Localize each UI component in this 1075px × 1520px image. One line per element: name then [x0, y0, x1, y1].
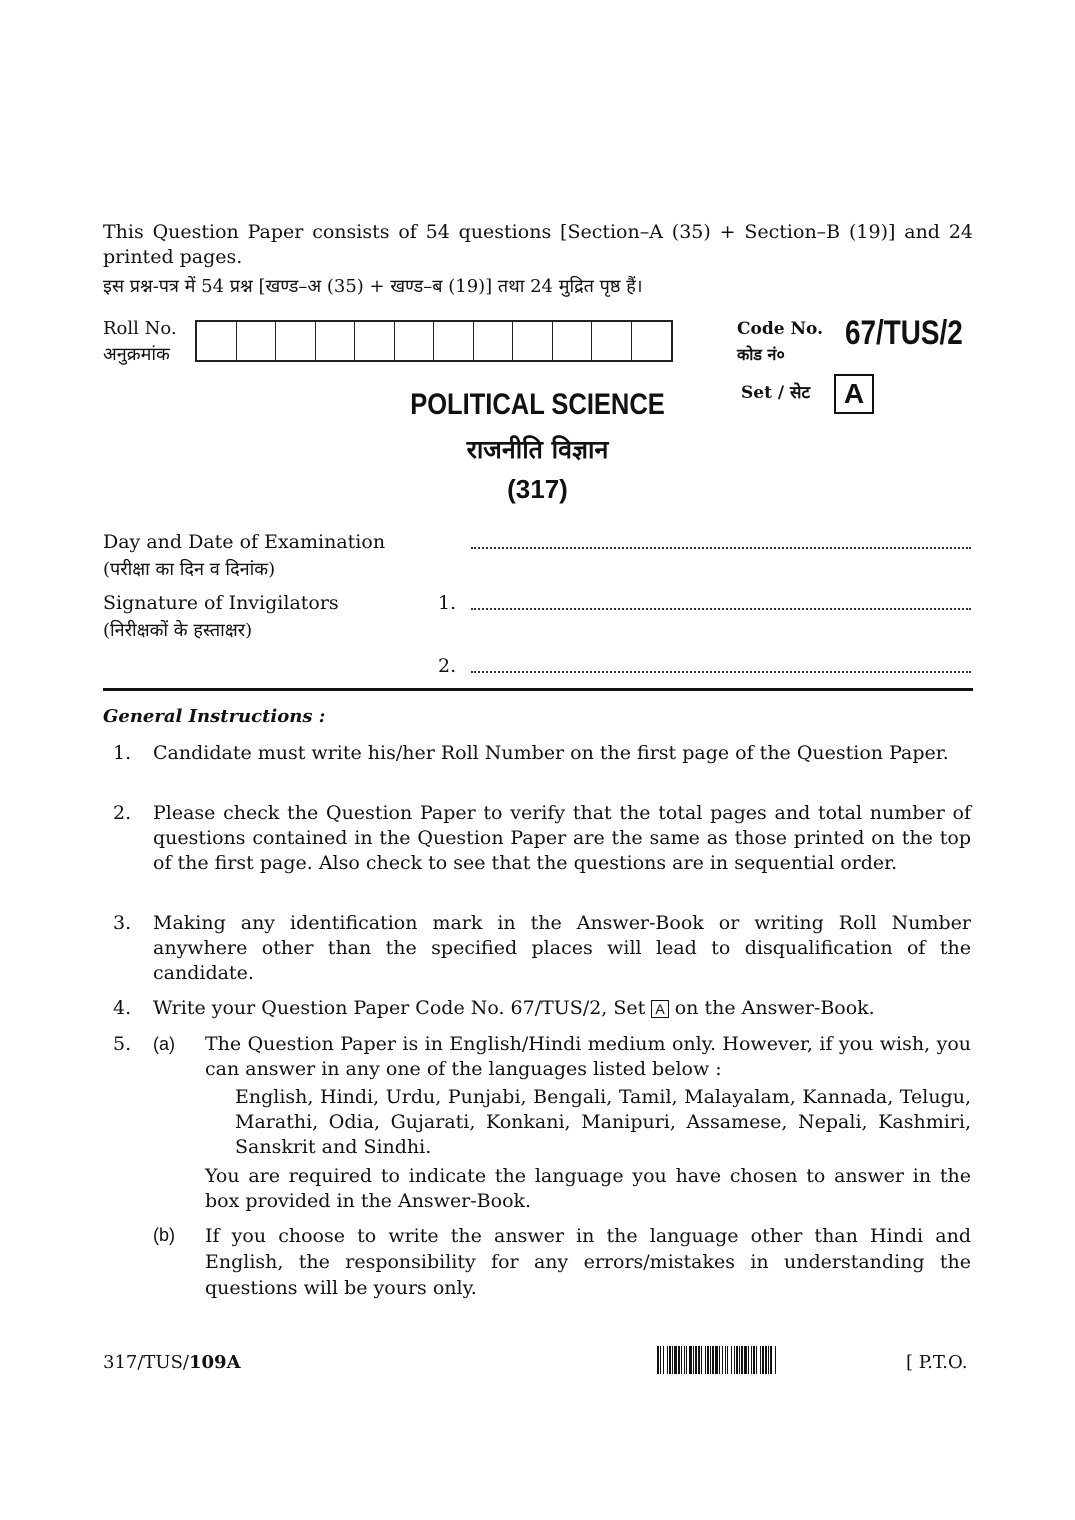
code-number-label: [737, 316, 823, 368]
instruction-number: 3.: [113, 912, 132, 934]
instruction-4-post: on the Answer-Book.: [674, 997, 875, 1019]
instruction-item-5: [103, 1032, 973, 1302]
instruction-text: Candidate must write his/her Roll Number on the first page of the Question Paper.: [153, 742, 949, 764]
instructions-title: General Instructions :: [103, 706, 326, 727]
roll-digit-box[interactable]: [197, 322, 237, 360]
barcode-icon: [657, 1346, 881, 1374]
intro-text-en: This Question Paper consists of 54 questions [Section–A (35) + Section–B (19)] and 24 printed pages.: [103, 221, 973, 268]
instruction-number: 1.: [113, 742, 132, 764]
roll-number-label: [103, 316, 177, 368]
roll-digit-box[interactable]: [632, 322, 672, 360]
set-value-box: A: [834, 374, 874, 414]
code-label-en: Code No.: [737, 319, 823, 339]
instruction-number: 2.: [113, 802, 132, 824]
code-label-hi: कोड नं०: [737, 345, 785, 364]
signature-number-2: 2.: [438, 655, 457, 677]
paper-footer-code: [103, 1352, 241, 1373]
signature-line-1[interactable]: [471, 608, 971, 610]
invigilator-label-hi: (निरीक्षकों के हस्ताक्षर): [103, 620, 253, 641]
roll-label-en: Roll No.: [103, 318, 177, 339]
roll-digit-box[interactable]: [395, 322, 435, 360]
intro-text-hi: इस प्रश्न-पत्र में 54 प्रश्न [खण्ड–अ (35) + खण्ड–ब (19)] तथा 24 मुद्रित पृष्ठ हैं।: [103, 276, 643, 297]
instruction-item-1: [103, 741, 973, 793]
roll-digit-box[interactable]: [316, 322, 356, 360]
exam-date-line[interactable]: [471, 547, 971, 549]
section-divider: [103, 688, 973, 691]
footer-code-prefix: 317/TUS/: [103, 1352, 189, 1373]
instruction-item-4: [103, 996, 973, 1024]
language-list: English, Hindi, Urdu, Punjabi, Bengali, Tamil, Malayalam, Kannada, Telugu, Marathi, Odia, Gujarati, Konkani, Manipuri, Assamese, Nepali, Kashmiri, Sanskrit and Sindhi.: [235, 1086, 971, 1158]
roll-digit-box[interactable]: [237, 322, 277, 360]
sub-item-label-b: (b): [153, 1225, 175, 1245]
instruction-5a-note: You are required to indicate the language you have chosen to answer in the box provided in the Answer-Book.: [205, 1165, 971, 1212]
roll-digit-box[interactable]: [276, 322, 316, 360]
exam-date-label: [103, 528, 385, 584]
instruction-5a-text: The Question Paper is in English/Hindi medium only. However, if you wish, you can answer in any one of the languages listed below :: [205, 1033, 971, 1080]
exam-date-label-en: Day and Date of Examination: [103, 531, 386, 553]
exam-date-label-hi: (परीक्षा का दिन व दिनांक): [103, 559, 276, 580]
instruction-4-pre: Write your Question Paper Code No. 67/TUS/2, Set: [153, 997, 646, 1019]
roll-digit-box[interactable]: [553, 322, 593, 360]
subject-code: (317): [507, 474, 568, 504]
invigilator-label-en: Signature of Invigilators: [103, 592, 339, 614]
set-mini-box: A: [651, 1000, 668, 1018]
signature-line-2[interactable]: [471, 671, 971, 673]
roll-digit-box[interactable]: [434, 322, 474, 360]
sub-item-label-a: (a): [153, 1034, 175, 1054]
instruction-number: 4.: [113, 997, 132, 1019]
roll-digit-box[interactable]: [474, 322, 514, 360]
instruction-item-3: [103, 911, 973, 989]
set-label: Set / सेट: [741, 383, 811, 403]
instruction-text: [153, 996, 971, 1021]
invigilator-signature-label: [103, 589, 339, 645]
pto-label: [ P.T.O.: [906, 1352, 968, 1373]
instruction-text: Please check the Question Paper to verify that the total pages and total number of questions contained in the Question Paper are the same as those printed on the top of the first page. Also check to see that the questions are in sequential order.: [153, 802, 971, 874]
code-number-value: 67/TUS/2: [845, 314, 963, 352]
instruction-text: Making any identification mark in the Answer-Book or writing Roll Number anywhere other than the specified places will lead to disqualification of the candidate.: [153, 912, 971, 984]
roll-digit-box[interactable]: [513, 322, 553, 360]
instruction-item-2: [103, 801, 973, 903]
instruction-number: 5.: [113, 1033, 132, 1055]
instruction-5b-text: If you choose to write the answer in the language other than Hindi and English, the responsibility for any errors/mistakes in understanding the questions will be yours only.: [205, 1225, 971, 1299]
subject-title-en: POLITICAL SCIENCE: [410, 388, 665, 421]
roll-number-boxes[interactable]: [195, 320, 673, 362]
signature-number-1: 1.: [438, 592, 457, 614]
subject-title-hi: राजनीति विज्ञान: [466, 435, 609, 464]
footer-code-suffix: 109A: [189, 1352, 241, 1373]
roll-label-hi: अनुक्रमांक: [103, 344, 170, 365]
roll-digit-box[interactable]: [355, 322, 395, 360]
roll-digit-box[interactable]: [592, 322, 632, 360]
